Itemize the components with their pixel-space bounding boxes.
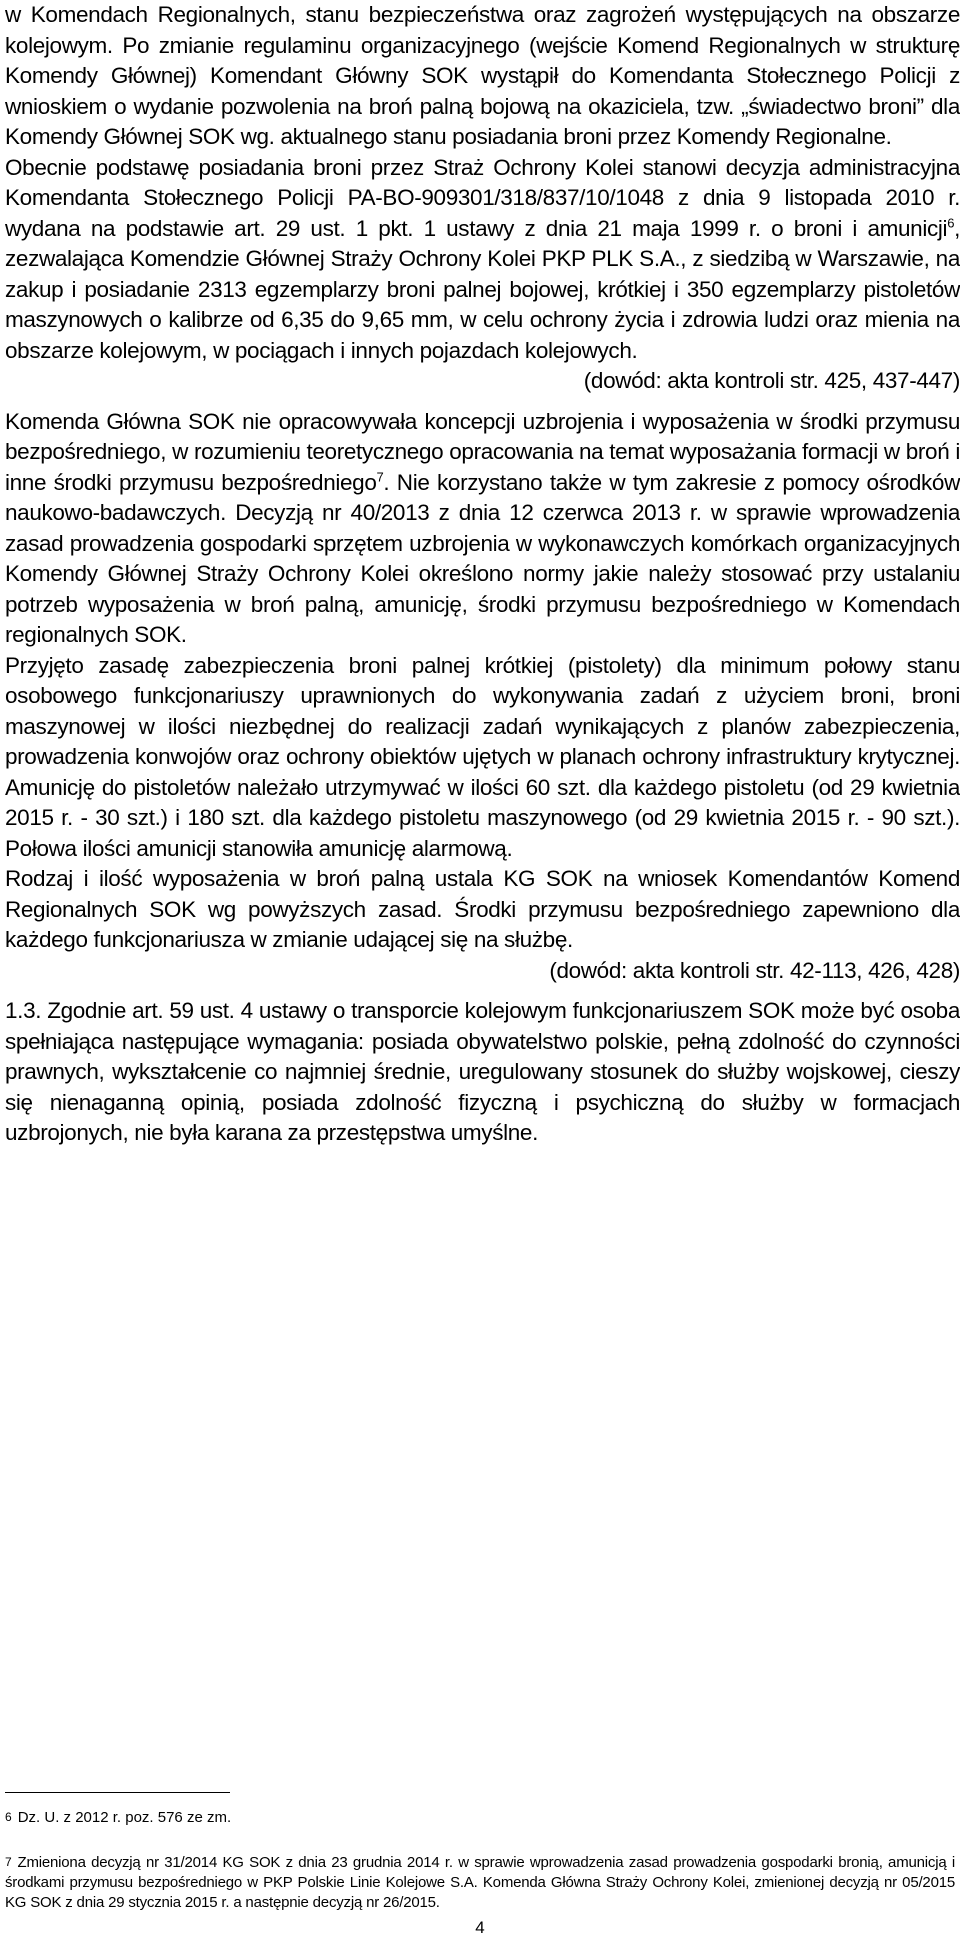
- paragraph-1: w Komendach Regionalnych, stanu bezpieczeństwa oraz zagrożeń występujących na obszarze kolejowym. Po zmianie regulaminu organizacyjnego (wejście Komend Regionalnych w strukturę Komendy Głównej) Komendant Główny SOK wystąpił do Komendanta Stołecznego Policji z wnioskiem o wydanie pozwolenia na broń palną bojową na okaziciela, tzw. „świadectwo broni” dla Komendy Głównej SOK wg. aktualnego stanu posiadania broni przez Komendy Regionalne.: [5, 2, 960, 149]
- footnote-7-mark: 7: [5, 1855, 12, 1869]
- footnote-7: [5, 1853, 955, 1913]
- paragraph-3-text-b: . Nie korzystano także w tym zakresie z pomocy ośrodków naukowo-badawczych. Decyzją nr 40/2013 z dnia 12 czerwca 2013 r. w sprawie wprowadzenia zasad prowadzenia gospodarki sprzętem uzbrojenia w wykonawczych komórkach organizacyjnych Komendy Głównej Straży Ochrony Kolei określono normy jakie należy stosować przy ustalaniu potrzeb wyposażenia w broń palną, amunicję, środki przymusu bezpośredniego w Komendach regionalnych SOK.: [5, 469, 960, 647]
- paragraph-2-text-a: Obecnie podstawę posiadania broni przez Straż Ochrony Kolei stanowi decyzja administracyjna Komendanta Stołecznego Policji PA-BO-909301/318/837/10/1048 z dnia 9 listopada 2010 r. wydana na podstawie art. 29 ust. 1 pkt. 1 ustawy z dnia 21 maja 1999 r. o broni i amunicji: [5, 154, 960, 241]
- footnote-7-text: Zmieniona decyzją nr 31/2014 KG SOK z dnia 23 grudnia 2014 r. w sprawie wprowadzenia zasad prowadzenia gospodarki bronią, amunicją i środkami przymusu bezpośredniego w PKP Polskie Linie Kolejowe S.A. Komenda Główna Straży Ochrony Kolei, zmienionej decyzją nr 05/2015 KG SOK z dnia 29 stycznia 2015 r. a następnie decyzją nr 26/2015.: [5, 1854, 955, 1911]
- paragraph-3-text-a: Komenda Główna SOK nie opracowywała koncepcji uzbrojenia i wyposażenia w środki przymusu bezpośredniego, w rozumieniu teoretycznego opracowania na temat wyposażania formacji w broń i inne środki przymusu bezpośredniego: [5, 408, 960, 495]
- footnote-separator: [5, 1792, 230, 1793]
- paragraph-2-text-b: , zezwalająca Komendzie Głównej Straży Ochrony Kolei PKP PLK S.A., z siedzibą w Warszawie, na zakup i posiadanie 2313 egzemplarzy broni palnej bojowej, krótkiej i 350 egzemplarzy pistoletów maszynowych o kalibrze od 6,35 do 9,65 mm, w celu ochrony życia i zdrowia ludzi oraz mienia na obszarze kolejowym, w pociągach i innych pojazdach kolejowych.: [5, 215, 960, 363]
- footnote-6: [5, 1808, 955, 1828]
- paragraph-6: 1.3. Zgodnie art. 59 ust. 4 ustawy o transporcie kolejowym funkcjonariuszem SOK może być osoba spełniająca następujące wymagania: posiada obywatelstwo polskie, pełną zdolność do czynności prawnych, wykształcenie co najmniej średnie, uregulowany stosunek do służby wojskowej, cieszy się nienaganną opinią, posiada zdolność fizyczną i psychiczną do służby w formacjach uzbrojonych, nie była karana za przestępstwa umyślne.: [5, 998, 960, 1145]
- footnote-6-text: Dz. U. z 2012 r. poz. 576 ze zm.: [17, 1809, 232, 1826]
- footnote-6-mark: 6: [5, 1810, 12, 1824]
- evidence-note-1: (dowód: akta kontroli str. 425, 437-447): [583, 368, 960, 393]
- footnote-ref-7[interactable]: 7: [376, 469, 384, 484]
- evidence-note-2: (dowód: akta kontroli str. 42-113, 426, 428): [549, 957, 960, 983]
- footnote-ref-6[interactable]: 6: [947, 215, 955, 230]
- document-page: [5, 0, 960, 1149]
- paragraph-2: [5, 153, 960, 367]
- paragraph-3: [5, 407, 960, 651]
- document-body: [5, 0, 960, 1149]
- page-number: 4: [475, 1918, 485, 1937]
- paragraph-5: Rodzaj i ilość wyposażenia w broń palną ustala KG SOK na wniosek Komendantów Komend Regionalnych SOK wg powyższych zasad. Środki przymusu bezpośredniego zapewniono dla każdego funkcjonariusza w zmianie udającej się na służbę.: [5, 866, 960, 952]
- paragraph-4: Przyjęto zasadę zabezpieczenia broni palnej krótkiej (pistolety) dla minimum połowy stanu osobowego funkcjonariuszy uprawnionych do wykonywania zadań z użyciem broni, broni maszynowej w ilości niezbędnej do realizacji zadań wynikających z planów zabezpieczenia, prowadzenia konwojów oraz ochrony obiektów ujętych w planach ochrony infrastruktury krytycznej. Amunicję do pistoletów należało utrzymywać w ilości 60 szt. dla każdego pistoletu (od 29 kwietnia 2015 r. - 30 szt.) i 180 szt. dla każdego pistoletu maszynowego (od 29 kwietnia 2015 r. - 90 szt.). Połowa ilości amunicji stanowiła amunicję alarmową.: [5, 652, 960, 861]
